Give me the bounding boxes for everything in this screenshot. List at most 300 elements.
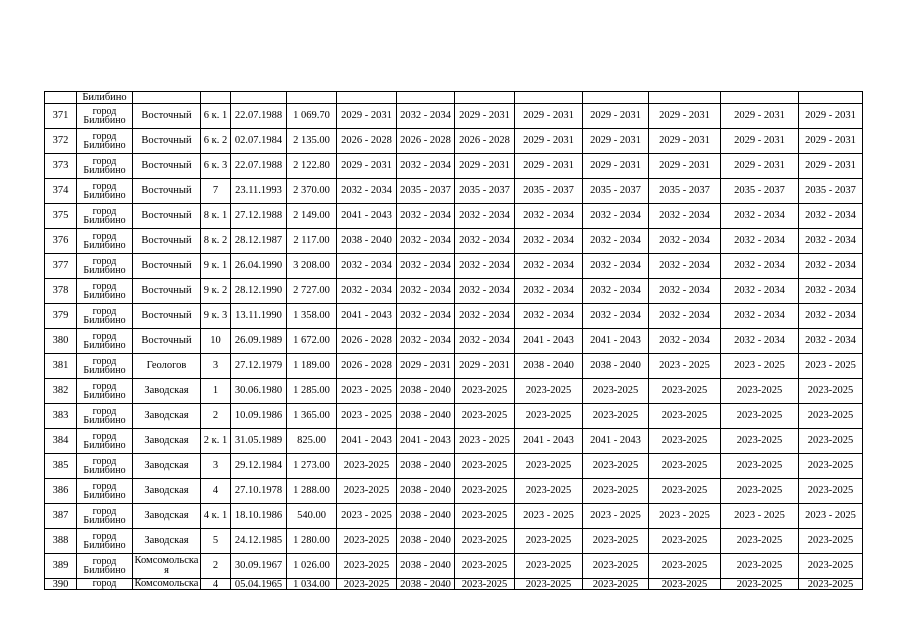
cell-street bbox=[133, 104, 201, 129]
cell-street bbox=[133, 379, 201, 404]
cell-street-text: Заводская bbox=[144, 485, 189, 496]
cell-period bbox=[583, 204, 649, 229]
cell-period bbox=[397, 179, 455, 204]
cell-city-text: город Билибино bbox=[83, 255, 126, 276]
cell-date-text: 13.11.1990 bbox=[235, 310, 282, 321]
cell-period bbox=[583, 404, 649, 429]
cell-house-text: 9 к. 1 bbox=[203, 260, 228, 271]
cell-period bbox=[455, 529, 515, 554]
cell-period-text: 2023 - 2025 bbox=[341, 410, 392, 421]
cell-period bbox=[455, 92, 515, 104]
cell-period bbox=[799, 229, 863, 254]
cell-period bbox=[721, 129, 799, 154]
cell-period bbox=[337, 404, 397, 429]
cell-area-text: 1 189.00 bbox=[293, 360, 330, 371]
cell-period bbox=[583, 129, 649, 154]
cell-period bbox=[455, 129, 515, 154]
cell-house-text: 9 к. 2 bbox=[203, 285, 228, 296]
cell-period-text: 2032 - 2034 bbox=[590, 285, 641, 296]
cell-city bbox=[77, 279, 133, 304]
cell-period bbox=[721, 254, 799, 279]
cell-period-text: 2023 - 2025 bbox=[805, 510, 856, 521]
cell-period-text: 2023-2025 bbox=[461, 460, 508, 471]
cell-period-text: 2026 - 2028 bbox=[341, 360, 392, 371]
cell-period-text: 2023-2025 bbox=[807, 485, 854, 496]
cell-period bbox=[397, 304, 455, 329]
cell-period bbox=[583, 254, 649, 279]
cell-period-text: 2023-2025 bbox=[461, 535, 508, 546]
cell-period bbox=[649, 554, 721, 579]
cell-period-text: 2029 - 2031 bbox=[341, 160, 392, 171]
cell-city bbox=[77, 479, 133, 504]
table-row bbox=[45, 529, 863, 554]
cell-period bbox=[337, 579, 397, 590]
cell-period-text: 2038 - 2040 bbox=[400, 535, 451, 546]
cell-period bbox=[649, 254, 721, 279]
cell-house bbox=[201, 104, 231, 129]
cell-city: Билибино bbox=[77, 92, 133, 104]
cell-period-text: 2032 - 2034 bbox=[459, 335, 510, 346]
cell-period-text: 2023-2025 bbox=[736, 485, 783, 496]
cell-period-text: 2023-2025 bbox=[525, 385, 572, 396]
cell-period bbox=[799, 92, 863, 104]
cell-period-text: 2032 - 2034 bbox=[734, 210, 785, 221]
cell-street-text: Комсомольска bbox=[134, 578, 199, 589]
cell-house-text: 5 bbox=[212, 535, 219, 546]
cell-num bbox=[45, 329, 77, 354]
cell-date bbox=[231, 279, 287, 304]
cell-date bbox=[231, 354, 287, 379]
cell-period bbox=[583, 229, 649, 254]
cell-period bbox=[721, 179, 799, 204]
cell-period bbox=[721, 454, 799, 479]
cell-area bbox=[287, 429, 337, 454]
cell-period-text: 2023-2025 bbox=[343, 560, 390, 571]
table-row bbox=[45, 329, 863, 354]
cell-period bbox=[455, 104, 515, 129]
cell-period-text: 2032 - 2034 bbox=[659, 235, 710, 246]
cell-period bbox=[649, 379, 721, 404]
cell-period-text: 2032 - 2034 bbox=[734, 285, 785, 296]
cell-area-text: 1 358.00 bbox=[293, 310, 330, 321]
cell-period-text: 2023 - 2025 bbox=[459, 435, 510, 446]
cell-period bbox=[397, 104, 455, 129]
cell-period bbox=[397, 254, 455, 279]
cell-house bbox=[201, 379, 231, 404]
cell-period bbox=[337, 229, 397, 254]
cell-period bbox=[583, 354, 649, 379]
cell-period-text: 2023 - 2025 bbox=[805, 360, 856, 371]
cell-period-text: 2026 - 2028 bbox=[341, 135, 392, 146]
cell-period-text: 2038 - 2040 bbox=[400, 385, 451, 396]
cell-period-text: 2023 - 2025 bbox=[523, 510, 574, 521]
cell-period-text: 2035 - 2037 bbox=[459, 185, 510, 196]
cell-period-text: 2023-2025 bbox=[736, 435, 783, 446]
cell-period bbox=[515, 154, 583, 179]
cell-period-text: 2029 - 2031 bbox=[659, 110, 710, 121]
cell-period-text: 2032 - 2034 bbox=[734, 310, 785, 321]
cell-date bbox=[231, 404, 287, 429]
cell-house-text: 9 к. 3 bbox=[203, 310, 228, 321]
cell-period bbox=[337, 129, 397, 154]
cell-period-text: 2041 - 2043 bbox=[523, 435, 574, 446]
cell-period bbox=[799, 529, 863, 554]
cell-area-text: 2 370.00 bbox=[293, 185, 330, 196]
cell-period bbox=[649, 579, 721, 590]
cell-street-text: Заводская bbox=[144, 460, 189, 471]
cell-area-text: 3 208.00 bbox=[293, 260, 330, 271]
cell-period-text: 2032 - 2034 bbox=[590, 210, 641, 221]
cell-period-text: 2023-2025 bbox=[661, 410, 708, 421]
cell-num-text: 388 bbox=[52, 535, 69, 546]
cell-area bbox=[287, 154, 337, 179]
cell-period bbox=[721, 104, 799, 129]
cell-city bbox=[77, 454, 133, 479]
cell-period-text: 2026 - 2028 bbox=[341, 335, 392, 346]
cell-num bbox=[45, 279, 77, 304]
cell-date-text: 23.11.1993 bbox=[235, 185, 282, 196]
cell-period bbox=[337, 154, 397, 179]
cell-period-text: 2038 - 2040 bbox=[400, 510, 451, 521]
cell-city bbox=[77, 354, 133, 379]
cell-period bbox=[583, 579, 649, 590]
cell-house bbox=[201, 204, 231, 229]
cell-house bbox=[201, 554, 231, 579]
cell-period-text: 2023 - 2025 bbox=[341, 510, 392, 521]
cell-period-text: 2038 - 2040 bbox=[590, 360, 641, 371]
cell-street bbox=[133, 154, 201, 179]
cell-date-text: 24.12.1985 bbox=[234, 535, 283, 546]
cell-num-text: 390 bbox=[52, 578, 69, 590]
cell-period-text: 2029 - 2031 bbox=[734, 135, 785, 146]
table-row bbox=[45, 179, 863, 204]
cell-area bbox=[287, 454, 337, 479]
cell-period-text: 2023-2025 bbox=[525, 578, 572, 590]
cell-period bbox=[721, 529, 799, 554]
cell-period bbox=[799, 154, 863, 179]
cell-period-text: 2023-2025 bbox=[661, 460, 708, 471]
cell-period bbox=[397, 454, 455, 479]
cell-num bbox=[45, 554, 77, 579]
table-row bbox=[45, 379, 863, 404]
cell-period bbox=[515, 279, 583, 304]
cell-num-text: 378 bbox=[52, 285, 69, 296]
cell-period bbox=[337, 204, 397, 229]
cell-street bbox=[133, 479, 201, 504]
cell-house bbox=[201, 329, 231, 354]
cell-city bbox=[77, 529, 133, 554]
cell-street-text: Геологов bbox=[146, 360, 187, 371]
cell-area-text: 1 026.00 bbox=[293, 560, 330, 571]
cell-period-text: 2023-2025 bbox=[343, 535, 390, 546]
cell-area-text: 2 149.00 bbox=[293, 210, 330, 221]
cell-period-text: 2023-2025 bbox=[736, 410, 783, 421]
cell-street-text: Восточный bbox=[141, 335, 192, 346]
cell-period-text: 2038 - 2040 bbox=[400, 560, 451, 571]
cell-period-text: 2032 - 2034 bbox=[459, 310, 510, 321]
cell-period-text: 2023-2025 bbox=[661, 435, 708, 446]
cell-date bbox=[231, 154, 287, 179]
cell-period-text: 2023 - 2025 bbox=[590, 510, 641, 521]
cell-period-text: 2023-2025 bbox=[525, 460, 572, 471]
cell-period bbox=[649, 454, 721, 479]
cell-city bbox=[77, 379, 133, 404]
cell-period-text: 2032 - 2034 bbox=[459, 235, 510, 246]
cell-period-text: 2023-2025 bbox=[343, 578, 390, 590]
cell-city bbox=[77, 554, 133, 579]
cell-area bbox=[287, 279, 337, 304]
cell-period-text: 2032 - 2034 bbox=[400, 260, 451, 271]
cell-house bbox=[201, 429, 231, 454]
cell-city-text: город Билибино bbox=[83, 180, 126, 201]
cell-period bbox=[397, 354, 455, 379]
cell-period-text: 2023-2025 bbox=[736, 535, 783, 546]
cell-date bbox=[231, 504, 287, 529]
table-row bbox=[45, 504, 863, 529]
cell-num-text: 379 bbox=[52, 310, 69, 321]
cell-num bbox=[45, 354, 77, 379]
cell-city bbox=[77, 254, 133, 279]
cell-city-text: город Билибино bbox=[83, 205, 126, 226]
cell-period-text: 2023-2025 bbox=[461, 560, 508, 571]
cell-period bbox=[515, 529, 583, 554]
cell-period bbox=[799, 279, 863, 304]
cell-period-text: 2032 - 2034 bbox=[400, 110, 451, 121]
cell-period bbox=[397, 479, 455, 504]
cell-period bbox=[721, 92, 799, 104]
cell-num bbox=[45, 92, 77, 104]
cell-area bbox=[287, 329, 337, 354]
cell-period bbox=[337, 354, 397, 379]
cell-num bbox=[45, 179, 77, 204]
cell-period-text: 2032 - 2034 bbox=[734, 235, 785, 246]
cell-house-text: 2 bbox=[212, 410, 219, 421]
cell-num bbox=[45, 429, 77, 454]
cell-house-text: 2 к. 1 bbox=[203, 435, 228, 446]
cell-city bbox=[77, 204, 133, 229]
cell-period-text: 2032 - 2034 bbox=[590, 310, 641, 321]
cell-period-text: 2023-2025 bbox=[343, 460, 390, 471]
cell-period-text: 2029 - 2031 bbox=[590, 135, 641, 146]
cell-period-text: 2023-2025 bbox=[592, 385, 639, 396]
cell-period bbox=[721, 554, 799, 579]
cell-period bbox=[515, 229, 583, 254]
cell-area bbox=[287, 179, 337, 204]
cell-period bbox=[397, 92, 455, 104]
cell-street-text: Заводская bbox=[144, 535, 189, 546]
document-table bbox=[44, 91, 863, 590]
cell-period-text: 2023-2025 bbox=[461, 410, 508, 421]
cell-city bbox=[77, 404, 133, 429]
cell-period-text: 2029 - 2031 bbox=[590, 110, 641, 121]
cell-period-text: 2023-2025 bbox=[525, 485, 572, 496]
cell-street-text: Восточный bbox=[141, 235, 192, 246]
cell-street bbox=[133, 504, 201, 529]
cell-area-text: 540.00 bbox=[297, 510, 326, 521]
cell-date-text: 27.10.1978 bbox=[234, 485, 283, 496]
cell-period bbox=[799, 354, 863, 379]
cell-period-text: 2032 - 2034 bbox=[523, 210, 574, 221]
cell-period-text: 2023 - 2025 bbox=[659, 360, 710, 371]
cell-house bbox=[201, 92, 231, 104]
cell-period bbox=[337, 504, 397, 529]
cell-period bbox=[515, 429, 583, 454]
cell-date-text: 05.04.1965 bbox=[234, 578, 283, 590]
cell-num bbox=[45, 229, 77, 254]
cell-period bbox=[799, 579, 863, 590]
cell-period-text: 2029 - 2031 bbox=[459, 360, 510, 371]
cell-house-text: 6 к. 1 bbox=[203, 110, 228, 121]
cell-period-text: 2032 - 2034 bbox=[590, 235, 641, 246]
cell-period-text: 2032 - 2034 bbox=[805, 285, 856, 296]
cell-period-text: 2032 - 2034 bbox=[400, 235, 451, 246]
cell-period-text: 2029 - 2031 bbox=[523, 160, 574, 171]
cell-city bbox=[77, 129, 133, 154]
cell-date-text: 31.05.1989 bbox=[234, 435, 283, 446]
cell-city-text: город Билибино bbox=[83, 530, 126, 551]
cell-period-text: 2023 - 2025 bbox=[659, 510, 710, 521]
cell-period-text: 2032 - 2034 bbox=[400, 335, 451, 346]
cell-area bbox=[287, 504, 337, 529]
cell-city-text: город Билибино bbox=[83, 330, 126, 351]
cell-date bbox=[231, 254, 287, 279]
cell-num-text: 371 bbox=[52, 110, 69, 121]
cell-period-text: 2029 - 2031 bbox=[734, 160, 785, 171]
cell-period bbox=[515, 204, 583, 229]
cell-city-text: город Билибино bbox=[83, 555, 126, 576]
cell-period-text: 2023-2025 bbox=[736, 578, 783, 590]
cell-period-text: 2041 - 2043 bbox=[590, 435, 641, 446]
cell-area-text: 2 122.80 bbox=[293, 160, 330, 171]
cell-house bbox=[201, 229, 231, 254]
cell-period bbox=[721, 229, 799, 254]
cell-period bbox=[515, 454, 583, 479]
cell-period-text: 2029 - 2031 bbox=[459, 110, 510, 121]
cell-date-text: 10.09.1986 bbox=[234, 410, 283, 421]
cell-street bbox=[133, 204, 201, 229]
table-row bbox=[45, 554, 863, 579]
cell-period-text: 2023-2025 bbox=[807, 578, 854, 590]
cell-period bbox=[649, 229, 721, 254]
cell-period bbox=[337, 479, 397, 504]
cell-date bbox=[231, 329, 287, 354]
cell-num-text: 384 bbox=[52, 435, 69, 446]
cell-period-text: 2023-2025 bbox=[592, 485, 639, 496]
cell-house bbox=[201, 504, 231, 529]
cell-period bbox=[455, 304, 515, 329]
cell-date-text: 22.07.1988 bbox=[234, 110, 283, 121]
cell-period bbox=[649, 154, 721, 179]
cell-period bbox=[397, 504, 455, 529]
cell-num bbox=[45, 579, 77, 590]
cell-period bbox=[649, 179, 721, 204]
cell-period bbox=[515, 354, 583, 379]
cell-period-text: 2038 - 2040 bbox=[400, 460, 451, 471]
cell-date-text: 27.12.1988 bbox=[234, 210, 283, 221]
cell-period bbox=[337, 329, 397, 354]
cell-period-text: 2023-2025 bbox=[525, 535, 572, 546]
cell-num-text: 377 bbox=[52, 260, 69, 271]
cell-period bbox=[455, 429, 515, 454]
cell-period bbox=[649, 279, 721, 304]
cell-period-text: 2023-2025 bbox=[661, 485, 708, 496]
cell-period bbox=[583, 104, 649, 129]
cell-house bbox=[201, 304, 231, 329]
cell-num-text: 389 bbox=[52, 560, 69, 571]
cell-period bbox=[337, 92, 397, 104]
table-row bbox=[45, 129, 863, 154]
cell-period-text: 2032 - 2034 bbox=[341, 285, 392, 296]
cell-period-text: 2032 - 2034 bbox=[400, 310, 451, 321]
cell-period bbox=[583, 554, 649, 579]
cell-period bbox=[455, 454, 515, 479]
cell-date-text: 18.10.1986 bbox=[234, 510, 283, 521]
cell-area-text: 1 288.00 bbox=[293, 485, 330, 496]
cell-period-text: 2035 - 2037 bbox=[523, 185, 574, 196]
cell-period bbox=[583, 379, 649, 404]
cell-period-text: 2032 - 2034 bbox=[341, 185, 392, 196]
cell-period bbox=[515, 179, 583, 204]
cell-house-text: 6 к. 2 bbox=[203, 135, 228, 146]
cell-date bbox=[231, 304, 287, 329]
cell-period-text: 2032 - 2034 bbox=[734, 260, 785, 271]
cell-area-text: 825.00 bbox=[297, 435, 326, 446]
cell-house-text: 2 bbox=[212, 560, 219, 571]
table-row bbox=[45, 279, 863, 304]
cell-date bbox=[231, 429, 287, 454]
cell-street bbox=[133, 579, 201, 590]
cell-city-text: город Билибино bbox=[83, 130, 126, 151]
cell-city bbox=[77, 579, 133, 590]
cell-period bbox=[397, 404, 455, 429]
cell-house-text: 8 к. 2 bbox=[203, 235, 228, 246]
cell-period bbox=[721, 504, 799, 529]
cell-period bbox=[721, 329, 799, 354]
cell-period-text: 2032 - 2034 bbox=[805, 210, 856, 221]
table-row bbox=[45, 479, 863, 504]
cell-period bbox=[649, 104, 721, 129]
cell-period bbox=[649, 204, 721, 229]
cell-period bbox=[799, 379, 863, 404]
cell-area bbox=[287, 479, 337, 504]
cell-street-text: Восточный bbox=[141, 160, 192, 171]
cell-city-text: город Билибино bbox=[83, 355, 126, 376]
cell-period bbox=[583, 179, 649, 204]
cell-area-text: 1 672.00 bbox=[293, 335, 330, 346]
cell-period-text: 2029 - 2031 bbox=[400, 360, 451, 371]
cell-period-text: 2032 - 2034 bbox=[805, 310, 856, 321]
cell-num-text: 376 bbox=[52, 235, 69, 246]
cell-street bbox=[133, 92, 201, 104]
cell-period bbox=[337, 104, 397, 129]
cell-house-text: 3 bbox=[212, 460, 219, 471]
cell-period-text: 2023-2025 bbox=[661, 578, 708, 590]
cell-date bbox=[231, 92, 287, 104]
cell-period-text: 2023-2025 bbox=[525, 410, 572, 421]
cell-house-text: 4 bbox=[212, 485, 219, 496]
cell-date-text: 26.04.1990 bbox=[234, 260, 283, 271]
cell-period bbox=[455, 179, 515, 204]
cell-period-text: 2032 - 2034 bbox=[659, 260, 710, 271]
cell-period bbox=[799, 554, 863, 579]
cell-period bbox=[455, 254, 515, 279]
cell-period-text: 2041 - 2043 bbox=[341, 310, 392, 321]
cell-period bbox=[721, 154, 799, 179]
cell-street-text: Заводская bbox=[144, 510, 189, 521]
cell-period bbox=[455, 579, 515, 590]
cell-period-text: 2035 - 2037 bbox=[400, 185, 451, 196]
cell-street-text: Комсомольская bbox=[134, 555, 199, 576]
